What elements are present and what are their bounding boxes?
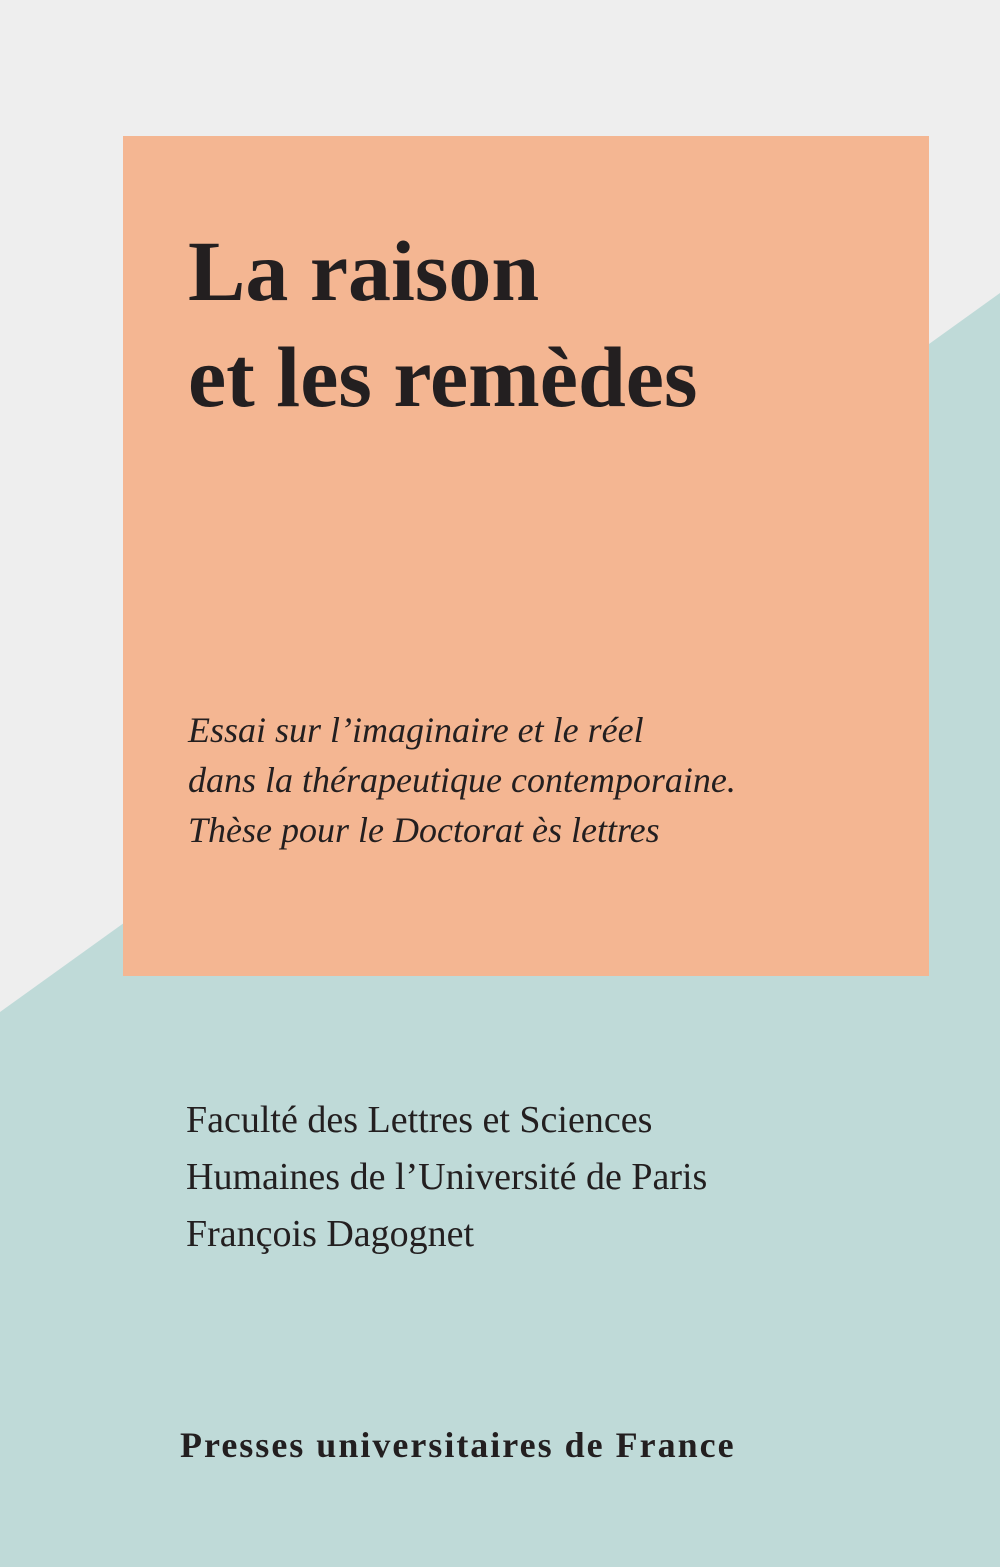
author-name: François Dagognet [186, 1213, 475, 1255]
book-title [188, 218, 908, 430]
subtitle-line-2: dans la thérapeutique contemporaine. [188, 760, 736, 800]
title-line-2: et les remèdes [188, 329, 698, 425]
publisher-name: Presses universitaires de France [180, 1425, 736, 1465]
subtitle-line-1: Essai sur l’imaginaire et le réel [188, 710, 644, 750]
institution-line-2: Humaines de l’Université de Paris [186, 1156, 708, 1198]
institution-line-1: Faculté des Lettres et Sciences [186, 1099, 653, 1141]
book-subtitle [188, 705, 908, 855]
author-and-institution [186, 1092, 946, 1263]
subtitle-line-3: Thèse pour le Doctorat ès lettres [188, 810, 660, 850]
title-line-1: La raison [188, 223, 540, 319]
